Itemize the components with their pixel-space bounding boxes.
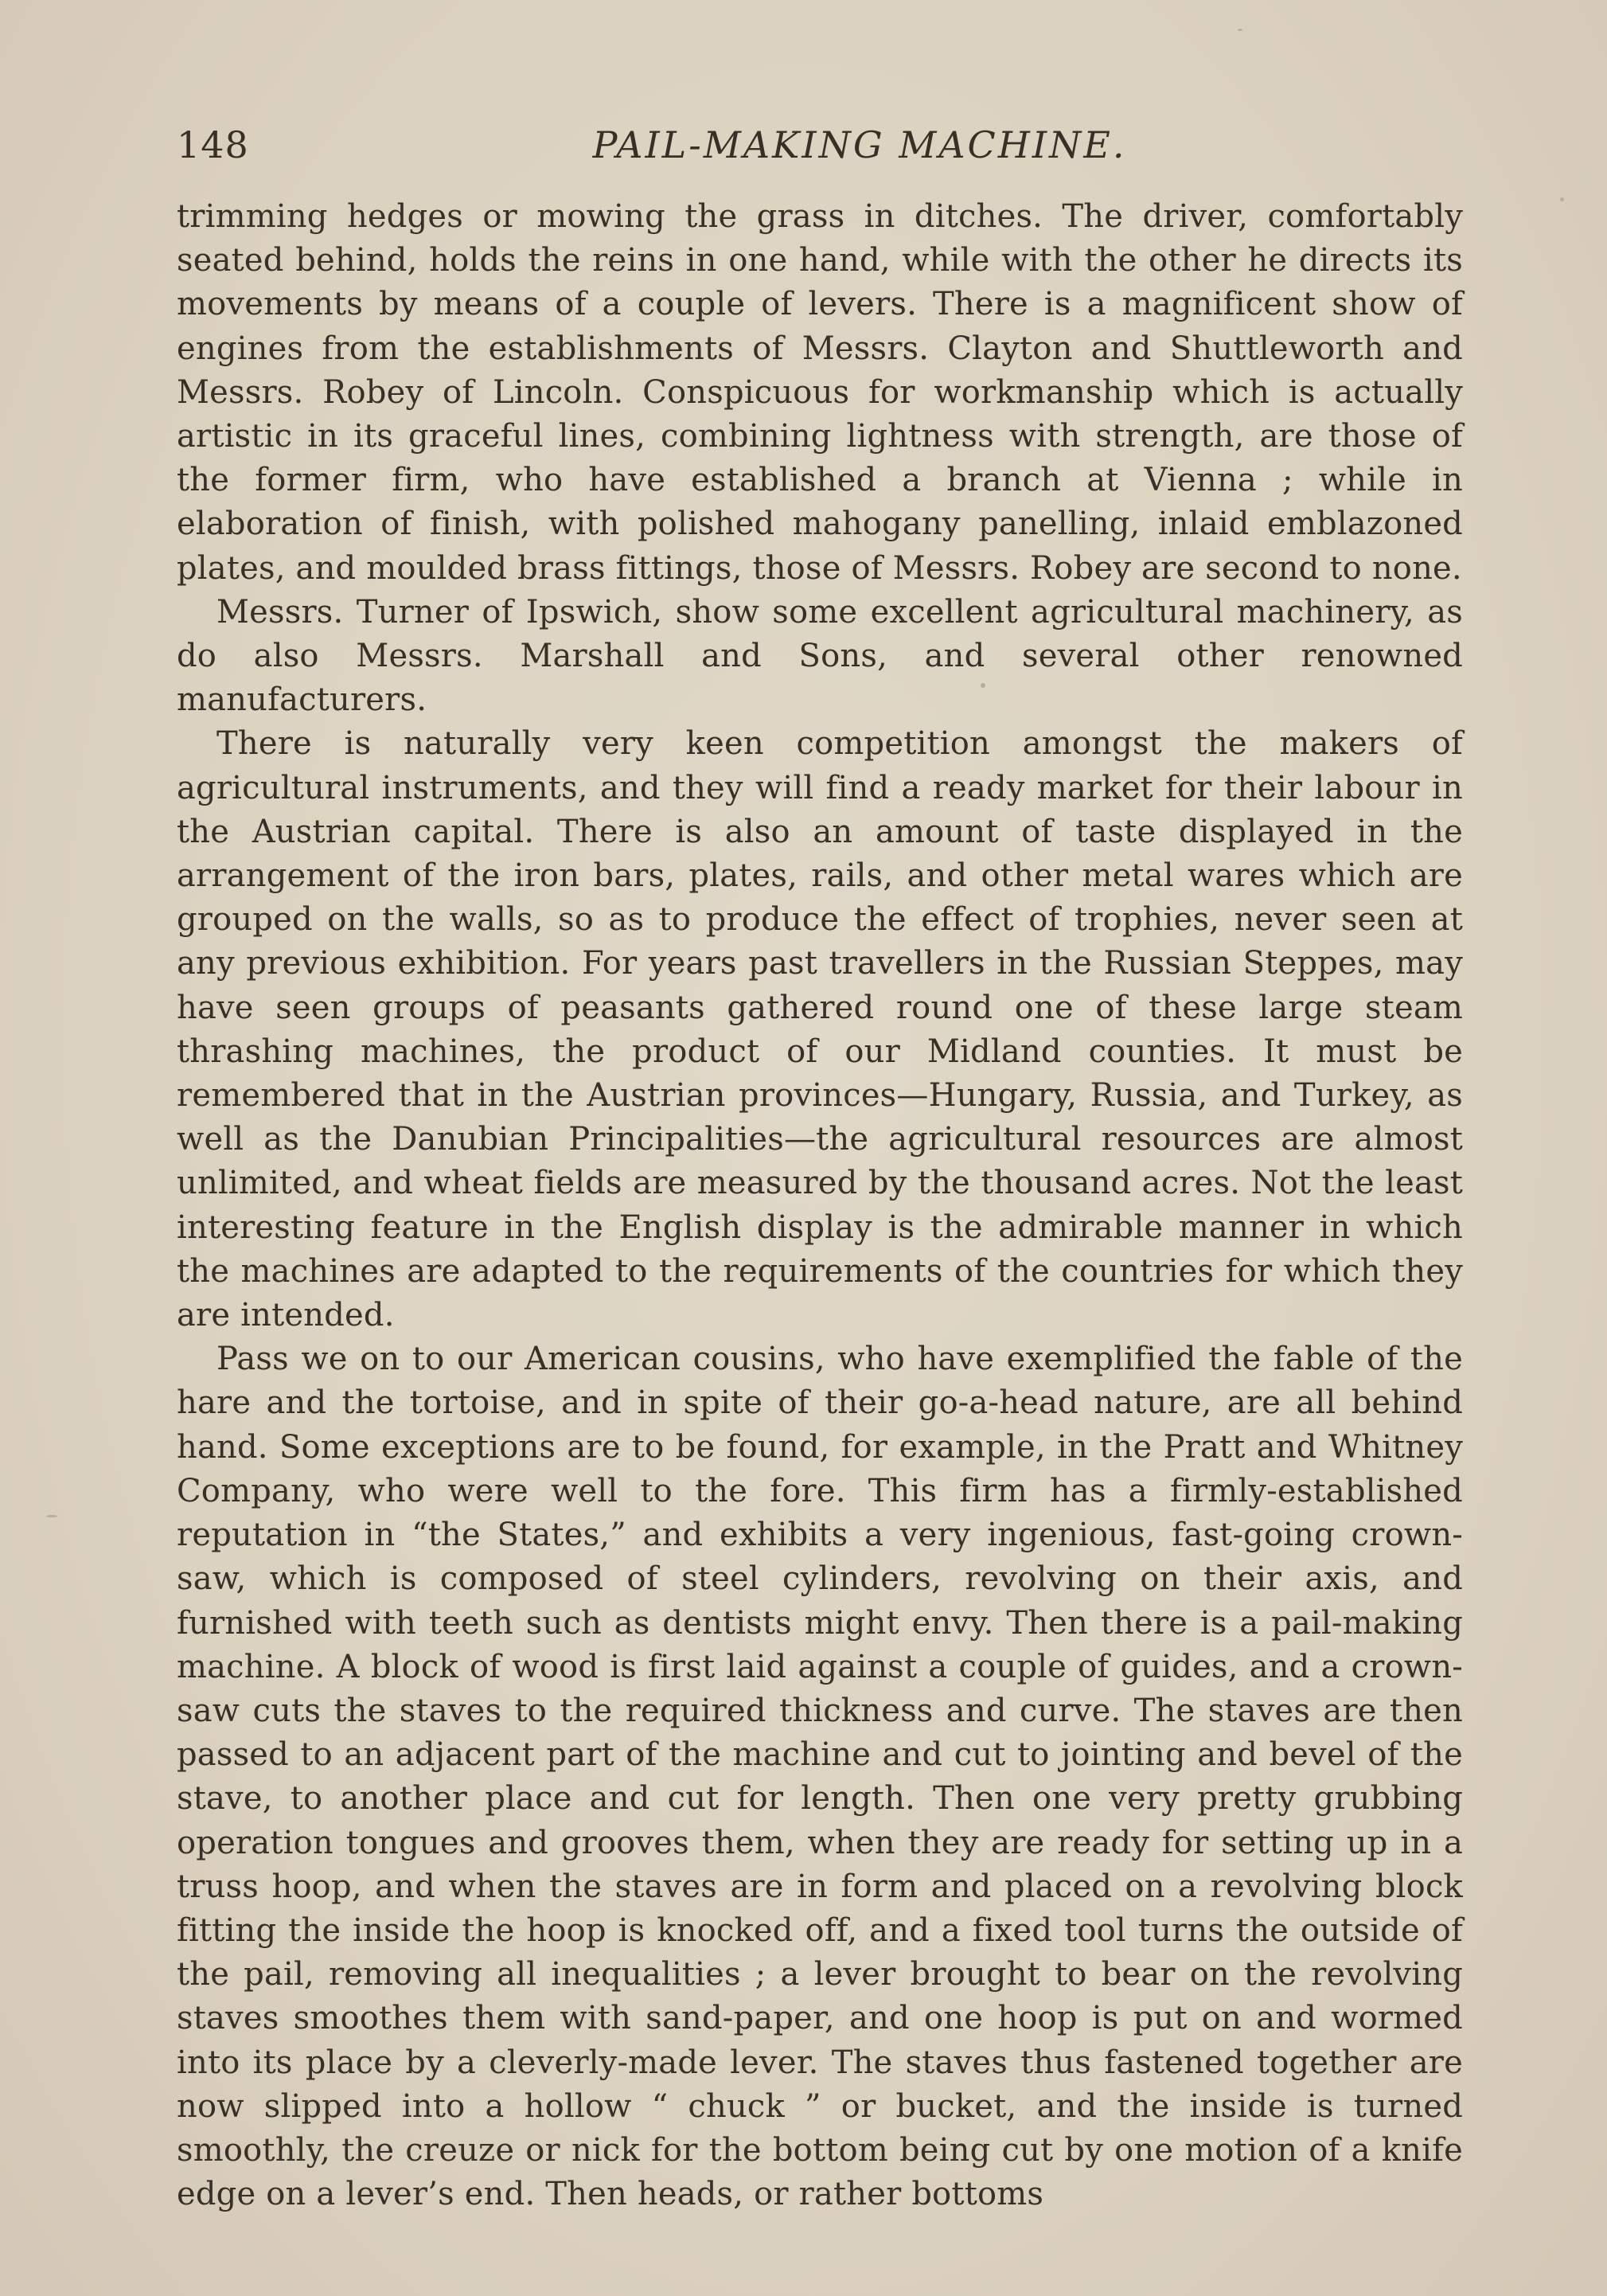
paragraph: Pass we on to our American cousins, who have exemplified the fable of the hare and the tortoise, and in spite of their go-a-head nature, are all behind hand. Some exceptions are to be found, for example, in the Pratt and Whitney Company, who were well to the fore. This firm has a firmly-established reputation in “the States,” and exhibits a very ingenious, fast-going crown-saw, which is composed of steel cylinders, revolving on their axis, and furnished with teeth such as dentists might envy. Then there is a pail-making machine. A block of wood is first laid against a couple of guides, and a crown-saw cuts the staves to the required thickness and curve. The staves are then passed to an adjacent part of the machine and cut to jointing and bevel of the stave, to another place and cut for length. Then one very pretty grubbing operation tongues and grooves them, when they are ready for setting up in a truss hoop, and when the staves are in form and placed on a revolving block fitting the inside the hoop is knocked off, and a fixed tool turns the outside of the pail, removing all inequalities ; a lever brought to bear on the revolving staves smoothes them with sand-paper, and one hoop is put on and wormed into its place by a cleverly-made lever. The staves thus fastened together are now slipped into a hollow “ chuck ” or bucket, and the inside is turned smoothly, the creuze or nick for the bottom being cut by one motion of a knife edge on a lever’s end. Then heads, or rather bottoms xyxy=(177,1341,1463,2213)
paragraph: There is naturally very keen competition amongst the makers of agricultural instruments, and they will find a ready market for their labour in the Austrian capital. There is also an amount of taste displayed in the arrangement of the iron bars, plates, rails, and other metal wares which are grouped on the walls, so as to produce the effect of trophies, never seen at any previous exhibition. For years past travellers in the Russian Steppes, may have seen groups of peasants gathered round one of these large steam thrashing machines, the product of our Midland counties. It must be remembered that in the Austrian provinces—Hungary, Russia, and Turkey, as well as the Danubian Principalities—the agricultural resources are almost unlimited, and wheat fields are measured by the thousand acres. Not the least interesting feature in the English display is the admirable manner in which the machines are adapted to the requirements of the countries for which they are intended. xyxy=(177,725,1463,1334)
running-title: PAIL-MAKING MACHINE. xyxy=(592,123,1127,166)
paragraph: Messrs. Turner of Ipswich, show some excellent agricultural machinery, as do also Messrs. Marshall and Sons, and several other renowned manufacturers. xyxy=(177,593,1463,719)
paper-speck xyxy=(1238,29,1242,31)
paragraph: trimming hedges or mowing the grass in ditches. The driver, comfortably seated behind, holds the reins in one hand, while with the other he directs its movements by means of a couple of levers. There is a magnificent show of engines from the establishments of Messrs. Clayton and Shuttleworth and Messrs. Robey of Lincoln. Conspicuous for workmanship which is actually artistic in its graceful lines, combining lightness with strength, are those of the former firm, who have established a branch at Vienna ; while in elaboration of finish, with polished mahogany panelling, inlaid emblazoned plates, and moulded brass fittings, those of Messrs. Robey are second to none. xyxy=(177,198,1463,587)
running-head xyxy=(177,119,1463,170)
paper-speck xyxy=(1560,197,1564,201)
body-text xyxy=(177,195,1463,2216)
paper-speck xyxy=(981,683,985,688)
page-number: 148 xyxy=(177,123,249,166)
paper-speck xyxy=(46,1515,57,1517)
